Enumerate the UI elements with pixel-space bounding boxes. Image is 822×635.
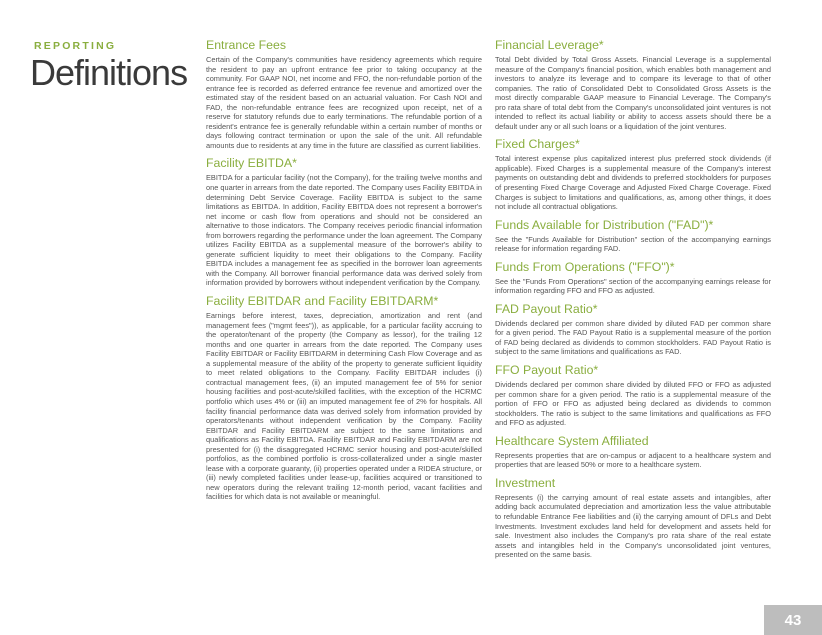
right-column xyxy=(495,38,771,566)
definition-heading: Facility EBITDA* xyxy=(206,156,297,171)
definition-body: Total Debt divided by Total Gross Assets. Financial Leverage is a supplemental measure of the Company's financial position, which enables both management and investors to analyze its leverage and to compare its leverage to that of other companies. The ratio of Consolidated Debt to Consolidated Gross Assets is the most directly comparable GAAP measure to Financial Leverage. The Company's pro rata share of total debt from the Company's unconsolidated joint ventures is not intended to reflect its actual liability or ability to access assets should there be a default under any or all such loans or a liquidation of the joint ventures. xyxy=(495,55,771,131)
definition-heading: Entrance Fees xyxy=(206,38,286,52)
definition-body: Represents (i) the carrying amount of real estate assets and intangibles, after adding back accumulated depreciation and amortization less the value attributable to refundable Entrance Fee liabilities and (ii) the carrying amount of DFLs and Debt Investments. Investment excludes land held for development and assets held for sale. Investment also includes the Company's pro rata share of the real estate assets and intangibles held in the Company's unconsolidated joint ventures, presented on the same basis. xyxy=(495,492,771,560)
definition-heading: Financial Leverage* xyxy=(495,38,604,52)
definition-body: See the "Funds Available for Distribution" section of the accompanying earnings release for information regarding FAD. xyxy=(495,234,771,254)
left-column xyxy=(206,38,482,508)
definition-ffo-payout-ratio xyxy=(495,363,771,428)
definition-fad xyxy=(495,218,771,254)
definition-heading: Healthcare System Affiliated xyxy=(495,433,649,448)
definition-entrance-fees xyxy=(206,38,482,150)
definition-heading: Funds From Operations ("FFO")* xyxy=(495,259,675,274)
definition-fad-payout-ratio xyxy=(495,302,771,357)
definition-body: Earnings before interest, taxes, depreciation, amortization and rent (and management fees ("mgmt fees")), as applicable, for a particular facility accruing to the operator/tenant of the property (the Company as lessor), for the trailing 12 months and one quarter in arrears from the date reported. The Company uses Facility EBITDAR or Facility EBITDARM in determining Cash Flow Coverage and as a supplemental measure of the ability of the property to generate sufficient liquidity to meet related obligations to the Company. Facility EBITDAR includes (i) contractual management fees, (ii) an imputed management fee of 5% for senior housing facilities and post-acute/skilled facilities, with the exception of the HCRMC portfolio which uses 4% or (iii) an imputed management fee of 2% for hospitals. All facility financial performance data was derived solely from information provided by operators/tenants without independent verification by the Company. Facility EBITDAR and Facility EBITDARM are subject to the same limitations and qualifications as Facility EBITDA. Facility EBITDAR and Facility EBITDARM are not presented for (i) the disaggregated HCRMC senior housing and post-acute/skilled portfolios, as the combined portfolio is cross-collateralized under a single master lease with a corporate guaranty, (ii) properties operated under a RIDEA structure, or (iii) newly completed facilities under lease-up, facilities acquired or transitioned to new operators during the relevant trailing 12-month period, vacant facilities and facilities for which data is not available or meaningful. xyxy=(206,311,482,502)
definition-body: Certain of the Company's communities have residency agreements which require the resident to pay an upfront entrance fee prior to taking occupancy at the community. For GAAP NOI, net income and FFO, the non-refundable portion of the entrance fee is recorded as deferred entrance fee revenue and amortized over the estimated stay of the resident based on an actuarial valuation. For Cash NOI and FAD, the non-refundable entrance fees are recognized upon receipt, net of a reserve for statutory refunds due to early terminations. The refundable portion of a resident's entrance fee is generally refundable within a certain number of months or days following contract termination or upon the sale of the unit. All refundable amounts due to residents at any time in the future are classified as current liabilities. xyxy=(206,55,482,150)
definition-heading: Investment xyxy=(495,475,556,490)
definition-healthcare-system-affiliated xyxy=(495,434,771,470)
definition-body: Dividends declared per common share divided by diluted FAD per common share for a given period. The FAD Payout Ratio is a supplemental measure of the portion of FAD being declared as dividends to common stockholders. FAD Payout Ratio is subject to the same limitations and qualifications as FAD. xyxy=(495,318,771,357)
section-eyebrow: REPORTING xyxy=(34,40,117,52)
definition-fixed-charges xyxy=(495,137,771,211)
definition-heading: Funds Available for Distribution ("FAD")* xyxy=(495,217,714,232)
definition-financial-leverage xyxy=(495,38,771,131)
definition-heading: FFO Payout Ratio* xyxy=(495,363,599,378)
definition-heading: Facility EBITDAR and Facility EBITDARM* xyxy=(206,294,439,309)
definition-heading: Fixed Charges* xyxy=(495,137,580,152)
definition-investment xyxy=(495,476,771,560)
page-title: Definitions xyxy=(30,52,188,93)
definition-body: Dividends declared per common share divided by diluted FFO or FFO as adjusted per common share for a given period. The ratio is a supplemental measure of the portion of FFO or FFO as adjusted being declared as dividends to common stockholders. The ratio is subject to the same limitations and qualifications as FFO and FFO as adjusted. xyxy=(495,380,771,428)
definition-facility-ebitdar xyxy=(206,294,482,502)
definition-ffo xyxy=(495,260,771,296)
definition-facility-ebitda xyxy=(206,156,482,288)
definition-body: Represents properties that are on-campus or adjacent to a healthcare system and properties that are leased 50% or more to a healthcare system. xyxy=(495,450,771,470)
definition-body: EBITDA for a particular facility (not the Company), for the trailing twelve months and one quarter in arrears from the date reported. The Company uses Facility EBITDA in determining Debt Service Coverage. Facility EBITDA is subject to the same limitations as EBITDA. In addition, Facility EBITDA does not represent a borrower's net income or cash flow from operations and should not be considered an alternative to those indicators. The Company receives periodic financial information from borrowers regarding the performance under the loan agreement. The Company utilizes Facility EBITDA as a supplemental measure of the borrower's ability to generate sufficient liquidity to meet their obligations to the Company. Facility EBITDA includes a management fee as specified in the borrower loan agreements with the Company. All borrower financial performance data was derived solely from information provided by borrowers without independent verification by the Company. xyxy=(206,173,482,288)
definition-body: Total interest expense plus capitalized interest plus preferred stock dividends (if applicable). Fixed Charges is a supplemental measure of the Company's interest payments on outstanding debt and dividends to preferred stockholders for purposes of presenting Fixed Charge Coverage and Adjusted Fixed Charge Coverage. Fixed Charges is subject to limitations and qualifications, as, among other things, it does not include all contractual obligations. xyxy=(495,154,771,212)
page-number: 43 xyxy=(764,605,822,635)
definition-body: See the "Funds From Operations" section of the accompanying earnings release for information regarding FFO and FFO as adjusted. xyxy=(495,276,771,296)
definition-heading: FAD Payout Ratio* xyxy=(495,301,598,316)
